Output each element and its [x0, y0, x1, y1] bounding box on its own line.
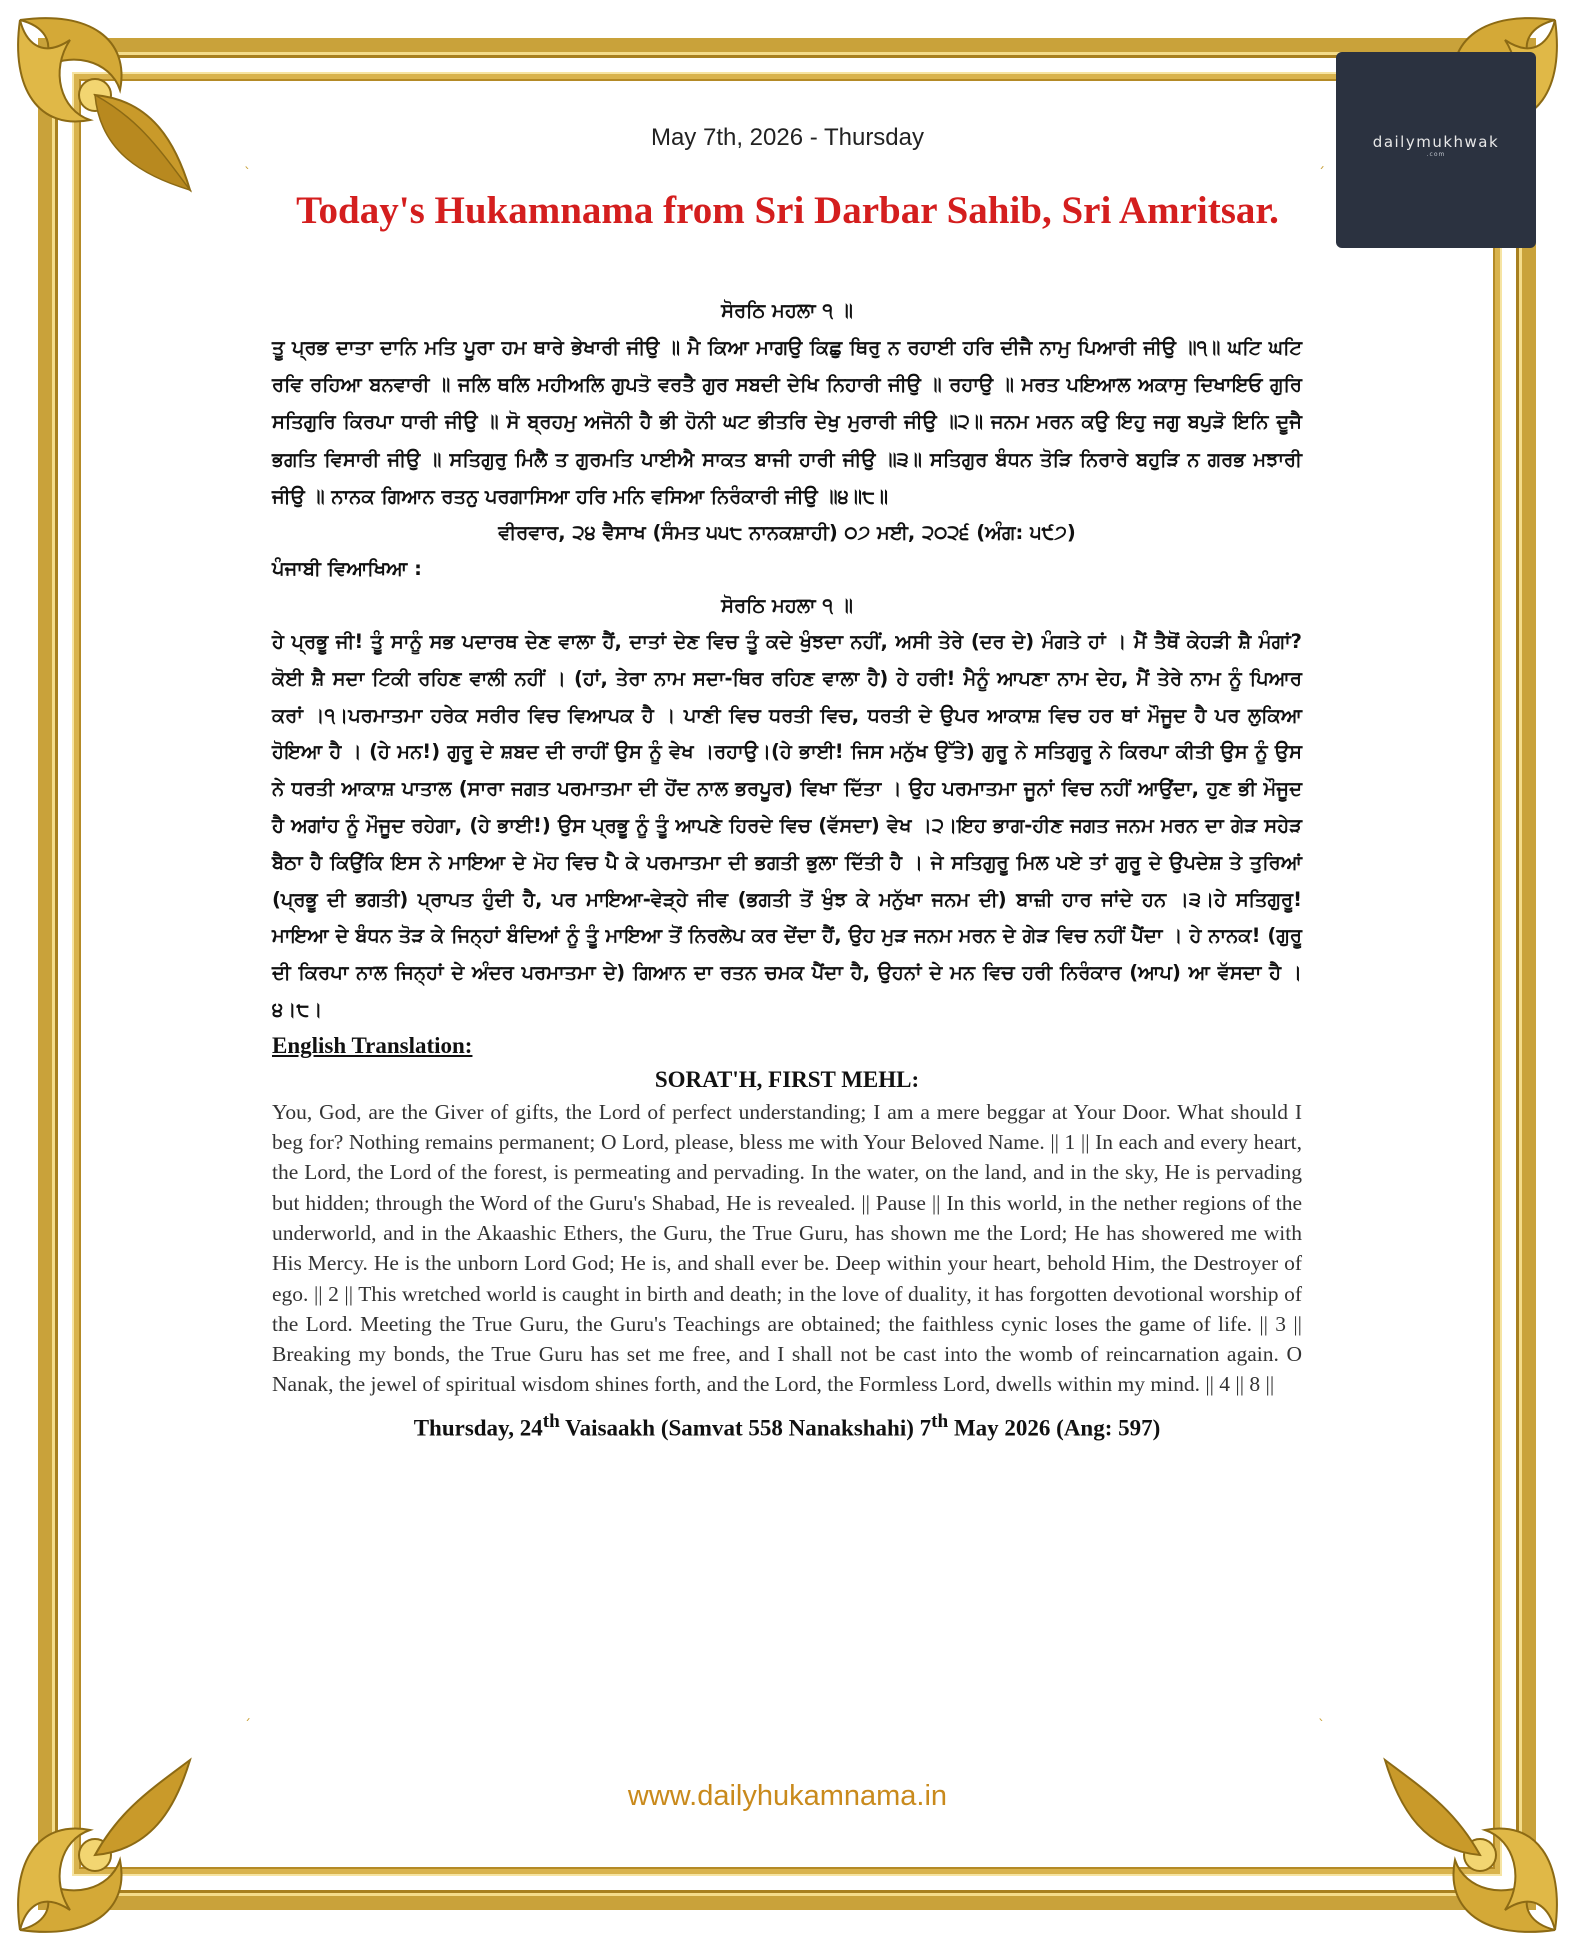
punjabi-label: ਪੰਜਾਬੀ ਵਿਆਖਿਆ : [272, 557, 422, 581]
gurmukhi-date-line: ਵੀਰਵਾਰ, ੨੪ ਵੈਸਾਖ (ਸੰਮਤ ੫੫੮ ਨਾਨਕਸ਼ਾਹੀ) ੦੭ ਮਈ, ੨੦੨੬ (ਅੰਗ: ੫੯੭) [498, 521, 1076, 545]
english-date-part: Thursday, 24 [413, 1415, 543, 1441]
corner-ornament-icon [0, 1740, 210, 1950]
logo-subtext: .com [1426, 150, 1446, 158]
gurbani-text: ਤੂ ਪ੍ਰਭ ਦਾਤਾ ਦਾਨਿ ਮਤਿ ਪੂਰਾ ਹਮ ਥਾਰੇ ਭੇਖਾਰੀ ਜੀਉ ॥ ਮੈ ਕਿਆ ਮਾਗਉ ਕਿਛੁ ਥਿਰੁ ਨ ਰਹਾਈ ਹਰਿ ਦੀਜੈ ਨਾਮੁ ਪਿਆਰੀ ਜੀਉ ॥੧॥ ਘਟਿ ਘਟਿ ਰਵਿ ਰਹਿਆ ਬਨਵਾਰੀ ॥ ਜਲਿ ਥਲਿ ਮਹੀਅਲਿ ਗੁਪਤੋ ਵਰਤੈ ਗੁਰ ਸਬਦੀ ਦੇਖਿ ਨਿਹਾਰੀ ਜੀਉ ॥ ਰਹਾਉ ॥ ਮਰਤ ਪਇਆਲ ਅਕਾਸੁ ਦਿਖਾਇਓ ਗੁਰਿ ਸਤਿਗੁਰਿ ਕਿਰਪਾ ਧਾਰੀ ਜੀਉ ॥ ਸੋ ਬ੍ਰਹਮੁ ਅਜੋਨੀ ਹੈ ਭੀ ਹੋਨੀ ਘਟ ਭੀਤਰਿ ਦੇਖੁ ਮੁਰਾਰੀ ਜੀਉ ॥੨॥ ਜਨਮ ਮਰਨ ਕਉ ਇਹੁ ਜਗੁ ਬਪੁੜੋ ਇਨਿ ਦੂਜੈ ਭਗਤਿ ਵਿਸਾਰੀ ਜੀਉ ॥ ਸਤਿਗੁਰੁ ਮਿਲੈ ਤ ਗੁਰਮਤਿ ਪਾਈਐ ਸਾਕਤ ਬਾਜੀ ਹਾਰੀ ਜੀਉ ॥੩॥ ਸਤਿਗੁਰ ਬੰਧਨ ਤੋੜਿ ਨਿਰਾਰੇ ਬਹੁੜਿ ਨ ਗਰਭ ਮਝਾਰੀ ਜੀਉ ॥ ਨਾਨਕ ਗਿਆਨ ਰਤਨੁ ਪਰਗਾਸਿਆ ਹਰਿ ਮਨਿ ਵਸਿਆ ਨਿਰੰਕਾਰੀ ਜੀਉ ॥੪॥੮॥ [272, 336, 1302, 508]
english-translation: You, God, are the Giver of gifts, the Lord of perfect understanding; I am a mere beggar at Your Door. What should I beg for? Nothing remains permanent; O Lord, please, bless me with Your Beloved Name. || 1 || In each and every heart, the Lord, the Lord of the forest, is permeating and pervading. In the water, on the land, and in the sky, He is pervading but hidden; through the Word of the Guru's Shabad, He is revealed. || Pause || In this world, in the nether regions of the underworld, and in the Akaashic Ethers, the Guru, the True Guru, has shown me the Lord; He has showered me with His Mercy. He is the unborn Lord God; He is, and shall ever be. Deep within your heart, behold Him, the Destroyer of ego. || 2 || This wretched world is caught in birth and death; in the love of duality, it has forgotten devotional worship of the Lord. Meeting the True Guru, the Guru's Teachings are obtained; the faithless cynic loses the game of life. || 3 || Breaking my bonds, the True Guru has set me free, and I shall not be cast into the womb of reincarnation again. O Nanak, the jewel of spiritual wisdom shines forth, and the Lord, the Formless Lord, dwells within my mind. || 4 || 8 || [272, 1099, 1302, 1397]
logo-text: dailymukhwak [1372, 132, 1500, 151]
punjabi-heading: ਸੋਰਠਿ ਮਹਲਾ ੧ ॥ [721, 594, 853, 618]
ordinal-suffix: th [542, 1410, 560, 1432]
english-date-part: May 2026 (Ang: 597) [948, 1415, 1161, 1441]
website-link[interactable]: www.dailyhukamnama.in [627, 1780, 948, 1812]
gurbani-heading: ਸੋਰਠਿ ਮਹਲਾ ੧ ॥ [721, 299, 853, 322]
page-title: Today's Hukamnama from Sri Darbar Sahib, Sri Amritsar. [296, 189, 1279, 232]
sparkle-icon: ˊ [244, 1718, 251, 1734]
punjabi-translation: ਹੇ ਪ੍ਰਭੂ ਜੀ! ਤੂੰ ਸਾਨੂੰ ਸਭ ਪਦਾਰਥ ਦੇਣ ਵਾਲਾ ਹੈਂ, ਦਾਤਾਂ ਦੇਣ ਵਿਚ ਤੂੰ ਕਦੇ ਖੁੰਝਦਾ ਨਹੀਂ, ਅਸੀ ਤੇਰੇ (ਦਰ ਦੇ) ਮੰਗਤੇ ਹਾਂ । ਮੈਂ ਤੈਥੋਂ ਕੇਹੜੀ ਸ਼ੈ ਮੰਗਾਂ? ਕੋਈ ਸ਼ੈ ਸਦਾ ਟਿਕੀ ਰਹਿਣ ਵਾਲੀ ਨਹੀਂ । (ਹਾਂ, ਤੇਰਾ ਨਾਮ ਸਦਾ-ਥਿਰ ਰਹਿਣ ਵਾਲਾ ਹੈ) ਹੇ ਹਰੀ! ਮੈਨੂੰ ਆਪਣਾ ਨਾਮ ਦੇਹ, ਮੈਂ ਤੇਰੇ ਨਾਮ ਨੂੰ ਪਿਆਰ ਕਰਾਂ ।੧।ਪਰਮਾਤਮਾ ਹਰੇਕ ਸਰੀਰ ਵਿਚ ਵਿਆਪਕ ਹੈ । ਪਾਣੀ ਵਿਚ ਧਰਤੀ ਵਿਚ, ਧਰਤੀ ਦੇ ਉਪਰ ਆਕਾਸ਼ ਵਿਚ ਹਰ ਥਾਂ ਮੌਜੂਦ ਹੈ ਪਰ ਲੁਕਿਆ ਹੋਇਆ ਹੈ । (ਹੇ ਮਨ!) ਗੁਰੂ ਦੇ ਸ਼ਬਦ ਦੀ ਰਾਹੀਂ ਉਸ ਨੂੰ ਵੇਖ ।ਰਹਾਉ।(ਹੇ ਭਾਈ! ਜਿਸ ਮਨੁੱਖ ਉੱਤੇ) ਗੁਰੂ ਨੇ ਸਤਿਗੁਰੂ ਨੇ ਕਿਰਪਾ ਕੀਤੀ ਉਸ ਨੂੰ ਉਸ ਨੇ ਧਰਤੀ ਆਕਾਸ਼ ਪਾਤਾਲ (ਸਾਰਾ ਜਗਤ ਪਰਮਾਤਮਾ ਦੀ ਹੋਂਦ ਨਾਲ ਭਰਪੂਰ) ਵਿਖਾ ਦਿੱਤਾ । ਉਹ ਪਰਮਾਤਮਾ ਜੂਨਾਂ ਵਿਚ ਨਹੀਂ ਆਉਂਦਾ, ਹੁਣ ਭੀ ਮੌਜੂਦ ਹੈ ਅਗਾਂਹ ਨੂੰ ਮੌਜੂਦ ਰਹੇਗਾ, (ਹੇ ਭਾਈ!) ਉਸ ਪ੍ਰਭੂ ਨੂੰ ਤੂੰ ਆਪਣੇ ਹਿਰਦੇ ਵਿਚ (ਵੱਸਦਾ) ਵੇਖ ।੨।ਇਹ ਭਾਗ-ਹੀਣ ਜਗਤ ਜਨਮ ਮਰਨ ਦਾ ਗੇੜ ਸਹੇੜ ਬੈਠਾ ਹੈ ਕਿਉਂਕਿ ਇਸ ਨੇ ਮਾਇਆ ਦੇ ਮੋਹ ਵਿਚ ਪੈ ਕੇ ਪਰਮਾਤਮਾ ਦੀ ਭਗਤੀ ਭੁਲਾ ਦਿੱਤੀ ਹੈ । ਜੇ ਸਤਿਗੁਰੂ ਮਿਲ ਪਏ ਤਾਂ ਗੁਰੂ ਦੇ ਉਪਦੇਸ਼ ਤੇ ਤੁਰਿਆਂ (ਪ੍ਰਭੂ ਦੀ ਭਗਤੀ) ਪ੍ਰਾਪਤ ਹੁੰਦੀ ਹੈ, ਪਰ ਮਾਇਆ-ਵੇੜ੍ਹੇ ਜੀਵ (ਭਗਤੀ ਤੋਂ ਖੁੰਝ ਕੇ ਮਨੁੱਖਾ ਜਨਮ ਦੀ) ਬਾਜ਼ੀ ਹਾਰ ਜਾਂਦੇ ਹਨ ।੩।ਹੇ ਸਤਿਗੁਰੂ! ਮਾਇਆ ਦੇ ਬੰਧਨ ਤੋੜ ਕੇ ਜਿਨ੍ਹਾਂ ਬੰਦਿਆਂ ਨੂੰ ਤੂੰ ਮਾਇਆ ਤੋਂ ਨਿਰਲੇਪ ਕਰ ਦੇਂਦਾ ਹੈਂ, ਉਹ ਮੁੜ ਜਨਮ ਮਰਨ ਦੇ ਗੇੜ ਵਿਚ ਨਹੀਂ ਪੈਂਦਾ । ਹੇ ਨਾਨਕ! (ਗੁਰੂ ਦੀ ਕਿਰਪਾ ਨਾਲ ਜਿਨ੍ਹਾਂ ਦੇ ਅੰਦਰ ਪਰਮਾਤਮਾ ਦੇ) ਗਿਆਨ ਦਾ ਰਤਨ ਚਮਕ ਪੈਂਦਾ ਹੈ, ਉਹਨਾਂ ਦੇ ਮਨ ਵਿਚ ਹਰੀ ਨਿਰੰਕਾਰ (ਆਪ) ਆ ਵੱਸਦਾ ਹੈ ।੪।੮। [272, 630, 1302, 1021]
corner-ornament-icon [1365, 1740, 1575, 1950]
sparkle-icon: ˊ [1318, 166, 1325, 182]
english-date-part: Vaisaakh (Samvat 558 Nanakshahi) 7 [559, 1415, 932, 1441]
english-date-line [272, 1402, 1302, 1449]
english-heading: SORAT'H, FIRST MEHL: [654, 1066, 920, 1092]
sparkle-icon: ˋ [244, 166, 251, 182]
corner-ornament-icon [0, 0, 210, 210]
ordinal-suffix: th [931, 1410, 949, 1432]
english-label: English Translation: [272, 1032, 473, 1058]
hukamnama-content [272, 292, 1302, 1448]
sparkle-icon: ˋ [1318, 1718, 1325, 1734]
page-date: May 7th, 2026 - Thursday [650, 124, 925, 151]
